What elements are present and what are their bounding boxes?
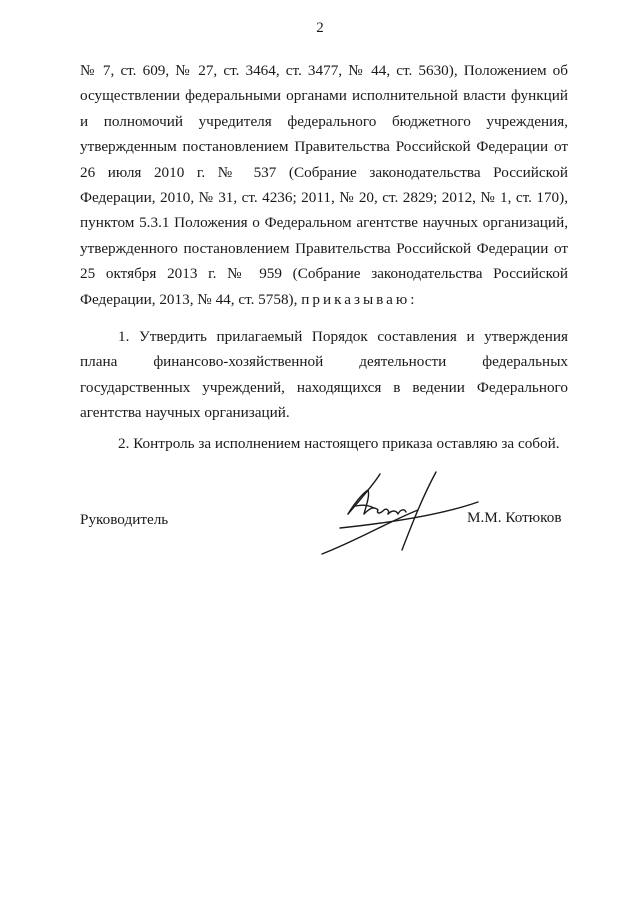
text-line: и полномочий учредителя федерального бюджетного учреждения, [80,112,568,130]
text-line: Федерации, 2010, № 31, ст. 4236; 2011, № 20, ст. 2829; 2012, № 1, ст. 170), [80,188,568,206]
item-1-line: 1. Утвердить прилагаемый Порядок составления и утверждения [118,328,568,345]
citation-text: Федерации, 2013, № 44, ст. 5758), [80,290,298,308]
item-1-line: агентства научных организаций. [80,404,290,422]
item-1-line: плана финансово-хозяйственной деятельности федеральных [80,353,568,371]
text-line: утвержденным постановлением Правительства Российской Федерации от [80,138,568,156]
text-line: пунктом 5.3.1 Положения о Федеральном агентстве научных организаций, [80,214,568,232]
text-line: осуществлении федеральными органами исполнительной власти функций [80,87,568,105]
item-2: 2. Контроль за исполнением настоящего приказа оставляю за собой. [118,435,560,452]
text-line: 26 июля 2010 г. № 537 (Собрание законодательства Российской [80,163,568,181]
text-line: № 7, ст. 609, № 27, ст. 3464, ст. 3477, № 44, ст. 5630), Положением об [80,62,568,79]
item-1 [80,324,568,426]
page-number: 2 [316,20,324,36]
preamble-paragraph [80,58,568,312]
text-line: 25 октября 2013 г. № 959 (Собрание законодательства Российской [80,265,568,283]
order-word: приказываю: [301,290,418,308]
signature-mark [318,470,488,560]
text-line: утвержденного постановлением Правительства Российской Федерации от [80,239,568,257]
signatory-role: Руководитель [80,511,169,528]
item-1-line: государственных учреждений, находящихся в ведении Федерального [80,378,568,396]
signatory-name: М.М. Котюков [467,509,562,526]
text-line-final [80,287,568,312]
